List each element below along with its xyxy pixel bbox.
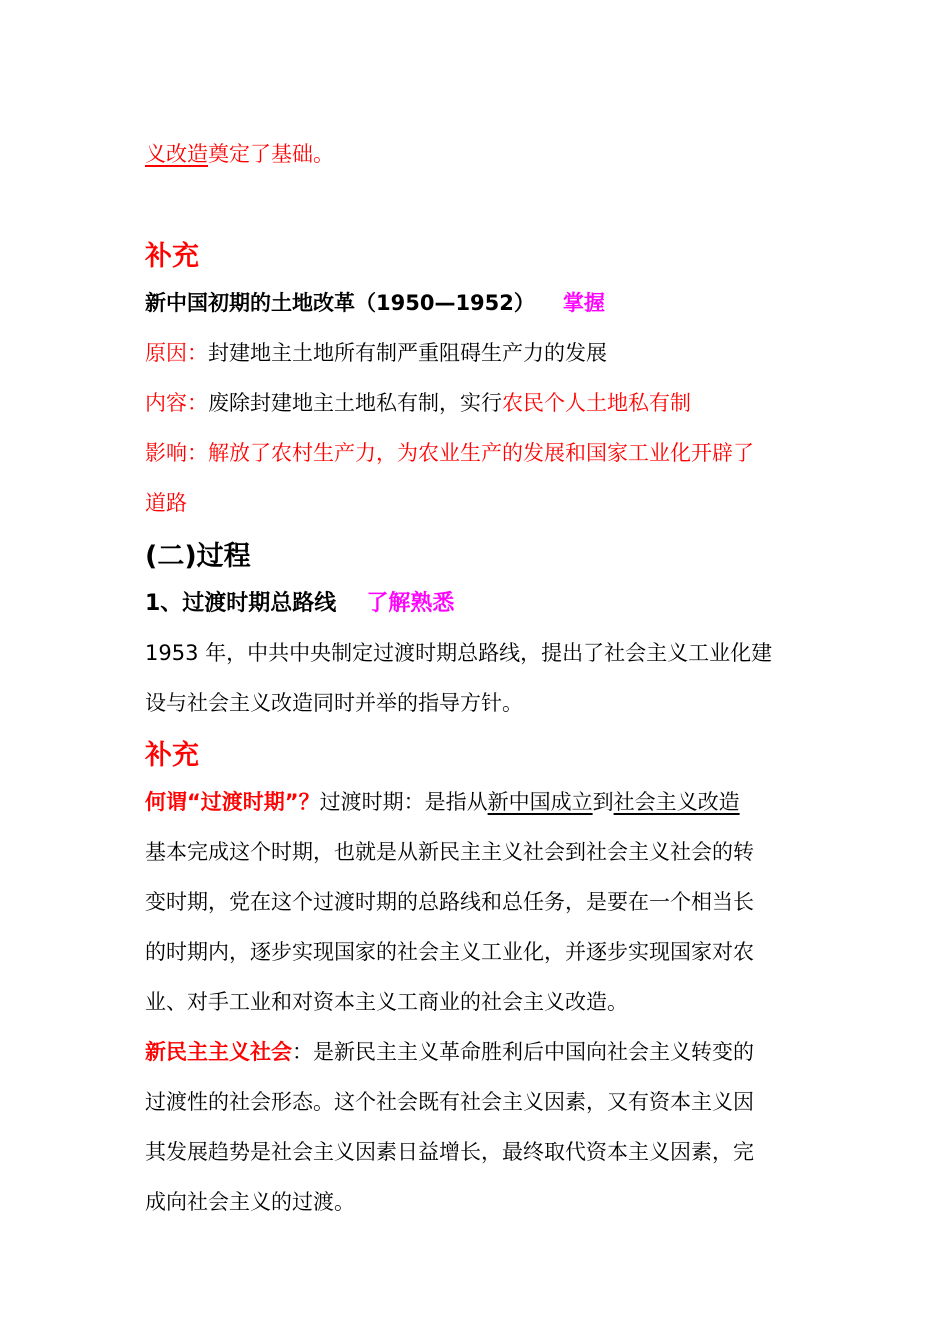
new-democracy-line: [145, 1036, 754, 1066]
general-line-title: 1、过渡时期总路线: [145, 591, 337, 616]
new-democracy-text: ：是新民主主义革命胜利后中国向社会主义转变的: [292, 1040, 754, 1064]
familiar-tag: 了解熟悉: [366, 591, 455, 616]
content-line: [145, 387, 691, 417]
transition-text-1: 过渡时期：是指从: [319, 790, 488, 814]
paragraph-1953-line-2: 设与社会主义改造同时并举的指导方针。: [145, 691, 523, 715]
transition-line: 基本完成这个时期，也就是从新民主主义社会到社会主义社会的转: [145, 840, 754, 864]
reason-line: [145, 337, 607, 367]
transition-question: 何谓“过渡时期”？: [145, 790, 320, 814]
land-reform-title: 新中国初期的土地改革（1950—1952）: [145, 291, 535, 315]
socialist-transformation: 社会主义改造: [613, 790, 740, 814]
new-democracy-line: 过渡性的社会形态。这个社会既有社会主义因素，又有资本主义因: [145, 1090, 754, 1114]
content-text: 废除封建地主土地私有制，实行: [208, 391, 502, 415]
intro-line: [145, 138, 334, 168]
land-reform-title-line: [145, 287, 605, 317]
paragraph-1953-line-1: 1953 年，中共中央制定过渡时期总路线，提出了社会主义工业化建: [145, 641, 773, 665]
content-label: 内容：: [145, 391, 208, 415]
new-china-founded: 新中国成立: [487, 790, 593, 814]
intro-rest: 奠定了基础。: [208, 142, 334, 166]
transition-line: 的时期内，逐步实现国家的社会主义工业化，并逐步实现国家对农: [145, 940, 754, 964]
new-democracy-label: 新民主主义社会: [145, 1040, 292, 1064]
transition-text-2: 到: [592, 790, 614, 814]
impact-line-1: 影响：解放了农村生产力，为农业生产的发展和国家工业化开辟了: [145, 441, 754, 465]
new-democracy-line: 成向社会主义的过渡。: [145, 1190, 355, 1214]
reason-text: 封建地主土地所有制严重阻碍生产力的发展: [208, 341, 607, 365]
reason-label: 原因：: [145, 341, 208, 365]
supplement-heading-2: 补充: [145, 740, 199, 771]
section-heading-process: (二)过程: [145, 541, 251, 572]
intro-underlined: 义改造: [145, 142, 208, 166]
master-tag: 掌握: [562, 291, 605, 315]
general-line-title-line: [145, 586, 454, 617]
transition-question-line: [145, 786, 740, 816]
new-democracy-line: 其发展趋势是社会主义因素日益增长，最终取代资本主义因素，完: [145, 1140, 754, 1164]
content-highlight: 农民个人土地私有制: [502, 391, 691, 415]
impact-line-2: 道路: [145, 491, 187, 515]
transition-line: 业、对手工业和对资本主义工商业的社会主义改造。: [145, 990, 628, 1014]
supplement-heading-1: 补充: [145, 241, 199, 272]
transition-line: 变时期，党在这个过渡时期的总路线和总任务，是要在一个相当长: [145, 890, 754, 914]
